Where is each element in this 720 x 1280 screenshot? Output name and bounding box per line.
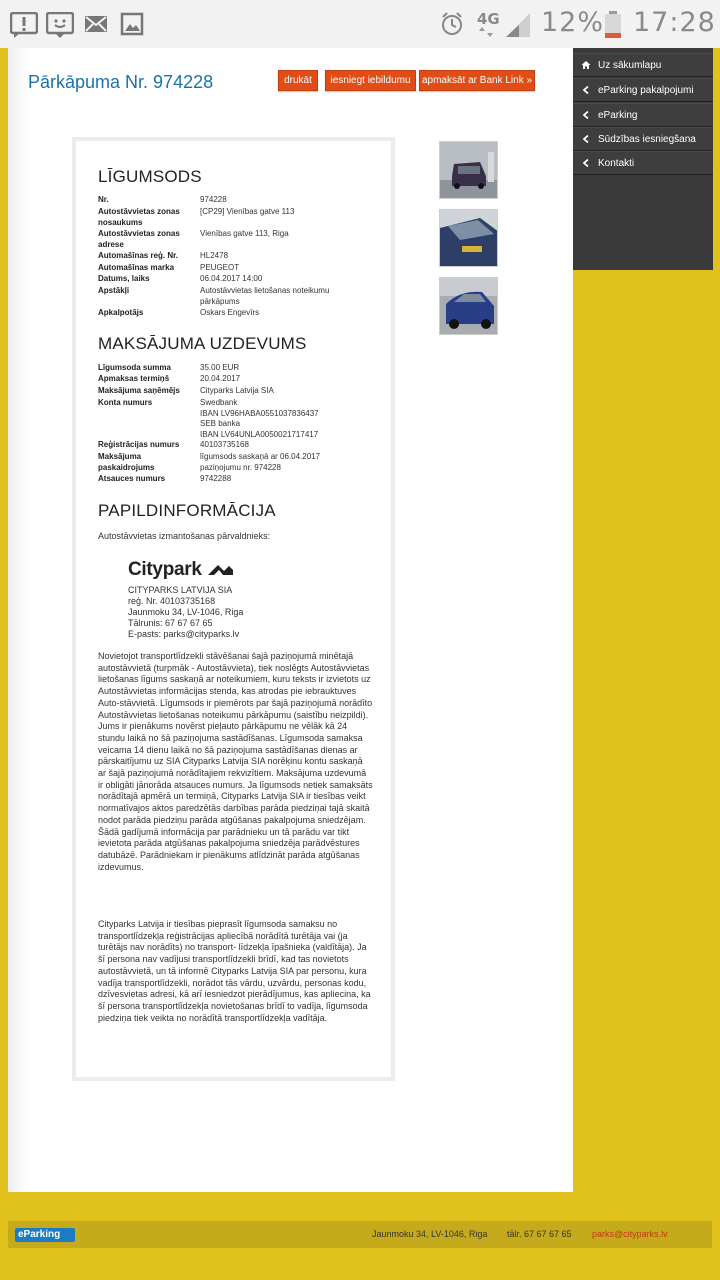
menu-item-label: eParking pakalpojumi [598,85,694,96]
alarm-icon [440,11,464,37]
mail-icon [84,12,108,36]
field-value: 974228 [200,195,227,204]
footer-email-link[interactable]: parks@cityparks.lv [592,1229,668,1239]
field-value: Swedbank IBAN LV96HABA0551037836437 SEB banka IBAN LV64UNLA0050021717417 [200,398,319,439]
page-shadow [8,48,28,1192]
field-label: Apkalpotājs [98,308,144,317]
battery-icon [604,11,622,39]
field-value: Autostāvvietas lietošanas noteikumu pārkāpums [200,286,330,306]
field-value: 9742288 [200,474,232,483]
menu-item-complaints[interactable] [573,127,713,151]
chevron-left-icon [581,134,591,144]
manager-intro: Autostāvvietas izmantošanas pārvaldnieks: [98,531,271,541]
battery-percent: 12% [541,7,605,38]
section-heading-fine: LĪGUMSODS [98,167,202,186]
field-label: Nr. [98,195,109,204]
print-button[interactable]: drukāt [278,70,318,91]
menu-item-contacts[interactable] [573,151,713,175]
main-page [8,48,573,1192]
company-email: E-pasts: parks@cityparks.lv [128,629,240,639]
field-label: Apstākļi [98,286,130,295]
field-value: 20.04.2017 [200,374,241,383]
field-label: Datums, laiks [98,274,150,283]
gallery-icon [120,12,144,38]
violation-document [72,137,395,1081]
network-type: 4G [477,10,500,28]
menu-item-eparking-services[interactable] [573,78,713,102]
company-reg-number: reģ. Nr. 40103735168 [128,596,216,606]
signal-icon [505,12,531,38]
side-menu [573,48,713,270]
car-photo-2-image [440,210,498,267]
field-label: Reģistrācijas numurs [98,440,180,449]
alert-icon [10,12,38,38]
field-label: Automašīnas reģ. Nr. [98,251,179,260]
section-heading-payment: MAKSĀJUMA UZDEVUMS [98,334,307,353]
data-arrows-icon [478,27,494,37]
field-value: [CP29] Vienības gatve 113 [200,207,295,216]
field-label: Atsauces numurs [98,474,166,483]
car-photo-thumbnail[interactable] [439,141,498,199]
field-value: PEUGEOT [200,263,240,272]
car-photo-3-image [440,278,498,335]
footer-address: Jaunmoku 34, LV-1046, Riga [372,1229,488,1239]
citypark-logo-icon [207,562,233,576]
field-value: HL2478 [200,251,229,260]
field-label: Maksājuma saņēmējs [98,386,180,395]
field-value: 06.04.2017 14:00 [200,274,263,283]
status-bar [0,0,720,48]
field-label: Automašīnas marka [98,263,175,272]
terms-paragraph-2: Cityparks Latvija ir tiesības pieprasīt līgumsoda samaksu no transportlīdzekļa reģistrācijas apliecībā norādītā turētāja vai (ja turētājs nav norādīts) no transport- līdzekļa īpašnieka (valdītāja). Ja šī persona nav vadījusi transportlīdzekli brīdī, kad tas novietots autostāvvietā, un tā informē Cityparks Latvija SIA par personu, kura vadīja transportlīdzekli, norādot tās vārdu, uzvārdu, personas kodu, dzīvesvietas adresi, kā arī iesniedzot pierādījumus, kas apliecina, ka šī persona transportlīdzekļa novietošanas brīdī to vadīja, līgumsoda piedziņa tiek veikta no norādītā transportlīdzekļa vadītāja. [98,919,371,1023]
home-icon [581,60,591,70]
page-title: Pārkāpuma Nr. 974228 [28,72,214,92]
field-label: Maksājuma paskaidrojums [98,452,155,472]
menu-item-label: Kontakti [598,158,635,169]
field-label: Konta numurs [98,398,153,407]
complaint-button[interactable]: iesniegt iebildumu [325,70,416,91]
chevron-left-icon [581,85,591,95]
menu-item-label: eParking [598,110,638,121]
eparking-logo[interactable]: eParking [15,1228,75,1242]
field-value: Vienības gatve 113, Riga [200,229,289,238]
field-label: Apmaksas termiņš [98,374,170,383]
pay-bank-link-button[interactable]: apmaksāt ar Bank Link » [419,70,535,91]
field-value: Cityparks Latvija SIA [200,386,274,395]
company-name: CITYPARKS LATVIJA SIA [128,585,233,595]
section-heading-info: PAPILDINFORMĀCIJA [98,501,276,520]
field-label: Autostāvvietas zonas nosaukums [98,207,180,227]
footer [8,1221,712,1248]
company-phone: Tālrunis: 67 67 67 65 [128,618,213,628]
chevron-left-icon [581,110,591,120]
citypark-logo-text: Citypark [128,559,202,580]
message-icon [46,12,74,38]
citypark-logo [128,559,233,581]
field-value: 35.00 EUR [200,363,240,372]
field-label: Autostāvvietas zonas adrese [98,229,180,249]
field-value: Oskars Engevīrs [200,308,260,317]
chevron-left-icon [581,158,591,168]
car-photo-1-image [440,142,498,199]
terms-paragraph-1: Novietojot transportlīdzekli stāvēšanai šajā paziņojumā minētajā autostāvvietā (turpmāk - Autostāvvieta), tiek noslēgts Autostāvvietas lietošanas līgums saskaņā ar noteikumiem, kuru teksts ir izvietots uz Autostāvvietas informācijas stenda, kas atrodas pie iebrauktuves Auto-stāvvietā. Līgumsods ir piemērots par šajā paziņojumā norādīto Autostāvvietas lietošanas noteikumu pārkāpumu (saistību neizpildi). Jums ir pienākums novērst pieļauto pārkāpumu ne vēlāk kā 24 stundu laikā no šā paziņojuma sastādīšanas. Līgumsoda samaksa veicama 14 dienu laikā no šā paziņojuma sastādīšanas dienas ar pārskaitījumu uz SIA Cityparks Latvija SIA norēķinu kontu saskaņā ar šajā paziņojumā norādītajiem rekvizītiem. Maksājuma uzdevumā ir obligāti jānorāda atsauces numurs. Ja līgumsods netiek samaksāts norādītajā apmērā un termiņā, Cityparks Latvija SIA ir tiesības veikt normatīvajos aktos paredzētās darbības parāda piedziņai tajā skaitā nodot parāda piedziņu parāda atgūšanas pakalpojuma sniedzējam. Šādā gadījumā informācija par parādnieku un tā parādu var tikt ievietota parāda atgūšanas pakalpojuma sniedzēja parādvēstures datubāzē. Parādniekam ir pienākums atlīdzināt parāda atgūšanas izdevumus. [98,651,373,872]
field-value: 40103735168 [200,440,249,449]
menu-item-label: Sūdzības iesniegšana [598,134,696,145]
car-photo-thumbnail[interactable] [439,277,498,335]
field-label: Līgumsoda summa [98,363,171,372]
menu-item-home[interactable] [573,53,713,77]
clock: 17:28 [633,7,716,38]
menu-item-label: Uz sākumlapu [598,60,662,71]
menu-item-eparking[interactable] [573,103,713,127]
field-value: līgumsods saskaņā ar 06.04.2017 paziņojumu nr. 974228 [200,452,321,472]
car-photo-thumbnail[interactable] [439,209,498,267]
company-address: Jaunmoku 34, LV-1046, Riga [128,607,244,617]
footer-phone: tālr. 67 67 67 65 [507,1229,572,1239]
